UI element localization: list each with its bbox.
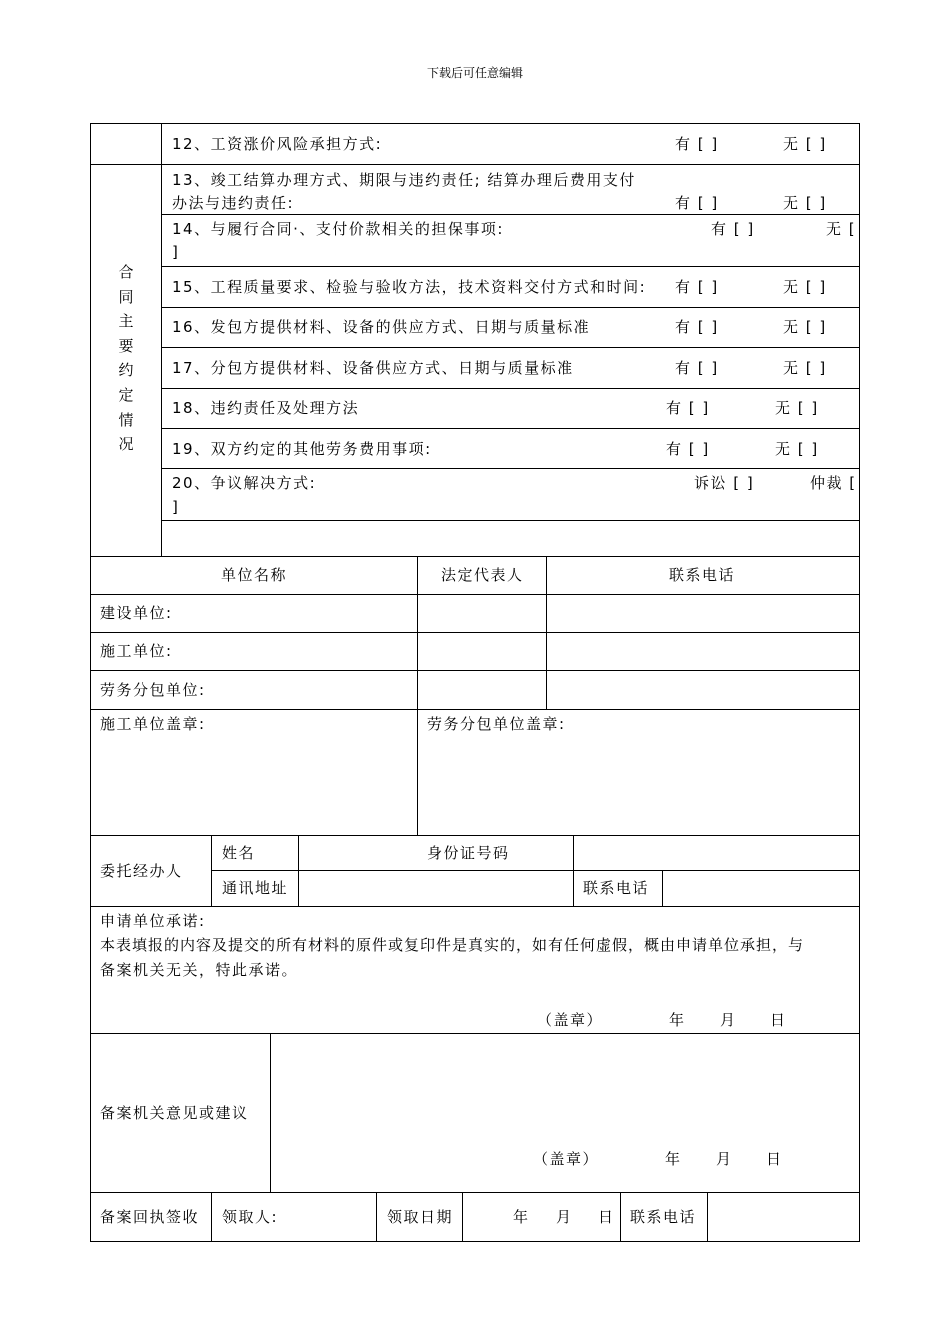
- row-divider: [90, 556, 860, 557]
- item-13-text-line2: 办法与违约责任:: [172, 194, 295, 212]
- item-18-no-checkbox[interactable]: 无 [ ]: [775, 399, 819, 417]
- item-13-text-line1: 13、竣工结算办理方式、期限与违约责任; 结算办理后费用支付: [172, 171, 636, 189]
- item-14-no-checkbox-wrap: ]: [172, 243, 180, 261]
- authority-stamp-label: （盖章）: [533, 1150, 600, 1168]
- section-label-char: 况: [118, 435, 134, 454]
- agent-id-label: 身份证号码: [427, 844, 510, 862]
- item-20-arbitration-checkbox-wrap: ]: [172, 498, 180, 516]
- item-20-arbitration-checkbox[interactable]: 仲裁 [: [810, 474, 857, 492]
- pledge-day-label: 日: [770, 1011, 787, 1029]
- receipt-day-label: 日: [598, 1208, 615, 1226]
- section-label-char: 要: [118, 336, 134, 355]
- row-divider: [161, 388, 860, 389]
- row-divider: [90, 709, 860, 710]
- item-12-text: 12、工资涨价风险承担方式:: [172, 135, 383, 153]
- constructor-seal-label: 施工单位盖章:: [100, 715, 206, 733]
- section-label-char: 定: [118, 385, 134, 404]
- item-14-text: 14、与履行合同·、支付价款相关的担保事项:: [172, 220, 504, 238]
- page-header: 下载后可任意编辑: [426, 66, 523, 80]
- row-divider: [90, 1033, 860, 1034]
- authority-month-label: 月: [716, 1150, 733, 1168]
- agent-phone-label: 联系电话: [583, 879, 650, 897]
- authority-label: 备案机关意见或建议: [100, 1104, 249, 1122]
- row-divider: [90, 835, 860, 836]
- section-label-contract: [116, 260, 136, 457]
- item-16-text: 16、发包方提供材料、设备的供应方式、日期与质量标准: [172, 318, 591, 336]
- item-17-yes-checkbox[interactable]: 有 [ ]: [675, 359, 719, 377]
- receipt-year-label: 年: [513, 1208, 530, 1226]
- table-border-right: [859, 123, 860, 1242]
- col-divider: [462, 1192, 463, 1242]
- item-15-text: 15、工程质量要求、检验与验收方法，技术资料交付方式和时间:: [172, 278, 647, 296]
- row-divider: [161, 468, 860, 469]
- item-17-text: 17、分包方提供材料、设备供应方式、日期与质量标准: [172, 359, 574, 377]
- item-13-yes-checkbox[interactable]: 有 [ ]: [675, 194, 719, 212]
- row-divider: [161, 307, 860, 308]
- col-divider: [620, 1192, 621, 1242]
- pledge-month-label: 月: [720, 1011, 737, 1029]
- table-border-left: [90, 123, 91, 1242]
- pledge-stamp-label: （盖章）: [537, 1011, 604, 1029]
- section-label-char: 约: [118, 361, 134, 380]
- pledge-title: 申请单位承诺:: [100, 912, 206, 930]
- item-18-yes-checkbox[interactable]: 有 [ ]: [666, 399, 710, 417]
- receipt-label: 备案回执签收: [100, 1208, 200, 1226]
- row-divider: [90, 906, 860, 907]
- pledge-text-line1: 本表填报的内容及提交的所有材料的原件或复印件是真实的，如有任何虚假，概由申请单位承担，与: [100, 936, 805, 954]
- col-divider: [211, 835, 212, 907]
- row-divider: [161, 428, 860, 429]
- table-border-top: [90, 123, 860, 124]
- item-18-text: 18、违约责任及处理方法: [172, 399, 360, 417]
- col-header-phone: 联系电话: [669, 566, 736, 584]
- col-divider: [417, 556, 418, 836]
- row-divider: [90, 632, 860, 633]
- item-16-yes-checkbox[interactable]: 有 [ ]: [675, 318, 719, 336]
- row-divider: [161, 266, 860, 267]
- receipt-phone-label: 联系电话: [630, 1208, 697, 1226]
- item-16-no-checkbox[interactable]: 无 [ ]: [783, 318, 827, 336]
- agent-address-label: 通讯地址: [222, 879, 289, 897]
- col-header-unit-name: 单位名称: [221, 566, 288, 584]
- row-divider: [161, 214, 860, 215]
- item-20-text: 20、争议解决方式:: [172, 474, 317, 492]
- row-builder-label: 建设单位:: [100, 604, 173, 622]
- item-12-yes-checkbox[interactable]: 有 [ ]: [675, 135, 719, 153]
- col-divider: [298, 835, 299, 907]
- col-divider: [161, 123, 162, 556]
- table-border-bottom: [90, 1241, 860, 1242]
- section-label-char: 情: [118, 410, 134, 429]
- row-divider: [90, 164, 860, 165]
- row-divider: [90, 594, 860, 595]
- item-12-no-checkbox[interactable]: 无 [ ]: [783, 135, 827, 153]
- item-15-no-checkbox[interactable]: 无 [ ]: [783, 278, 827, 296]
- item-14-no-checkbox[interactable]: 无 [: [826, 220, 857, 238]
- item-19-text: 19、双方约定的其他劳务费用事项:: [172, 440, 432, 458]
- labor-sub-seal-label: 劳务分包单位盖章:: [427, 715, 566, 733]
- item-14-yes-checkbox[interactable]: 有 [ ]: [711, 220, 755, 238]
- col-divider: [376, 1192, 377, 1242]
- authority-day-label: 日: [766, 1150, 783, 1168]
- pledge-text-line2: 备案机关无关，特此承诺。: [100, 961, 299, 979]
- col-divider: [662, 870, 663, 907]
- authority-year-label: 年: [665, 1150, 682, 1168]
- section-label-char: 主: [118, 312, 134, 331]
- receiver-label: 领取人:: [222, 1208, 279, 1226]
- row-divider: [90, 670, 860, 671]
- row-divider: [90, 1192, 860, 1193]
- section-label-char: 同: [118, 287, 134, 306]
- col-divider: [211, 1192, 212, 1242]
- row-labor-sub-label: 劳务分包单位:: [100, 681, 206, 699]
- agent-label: 委托经办人: [100, 862, 183, 880]
- agent-name-label: 姓名: [222, 844, 256, 862]
- col-header-legal-rep: 法定代表人: [441, 566, 524, 584]
- col-divider: [573, 835, 574, 907]
- row-divider: [211, 870, 860, 871]
- row-divider: [161, 520, 860, 521]
- item-15-yes-checkbox[interactable]: 有 [ ]: [675, 278, 719, 296]
- item-19-yes-checkbox[interactable]: 有 [ ]: [666, 440, 710, 458]
- row-divider: [161, 347, 860, 348]
- receipt-month-label: 月: [556, 1208, 573, 1226]
- col-divider: [707, 1192, 708, 1242]
- row-constructor-label: 施工单位:: [100, 642, 173, 660]
- item-13-no-checkbox[interactable]: 无 [ ]: [783, 194, 827, 212]
- pledge-year-label: 年: [669, 1011, 686, 1029]
- item-17-no-checkbox[interactable]: 无 [ ]: [783, 359, 827, 377]
- col-divider: [546, 556, 547, 710]
- item-19-no-checkbox[interactable]: 无 [ ]: [775, 440, 819, 458]
- col-divider: [270, 1033, 271, 1192]
- item-20-litigation-checkbox[interactable]: 诉讼 [ ]: [694, 474, 755, 492]
- receipt-date-label: 领取日期: [387, 1208, 454, 1226]
- section-label-char: 合: [118, 263, 134, 281]
